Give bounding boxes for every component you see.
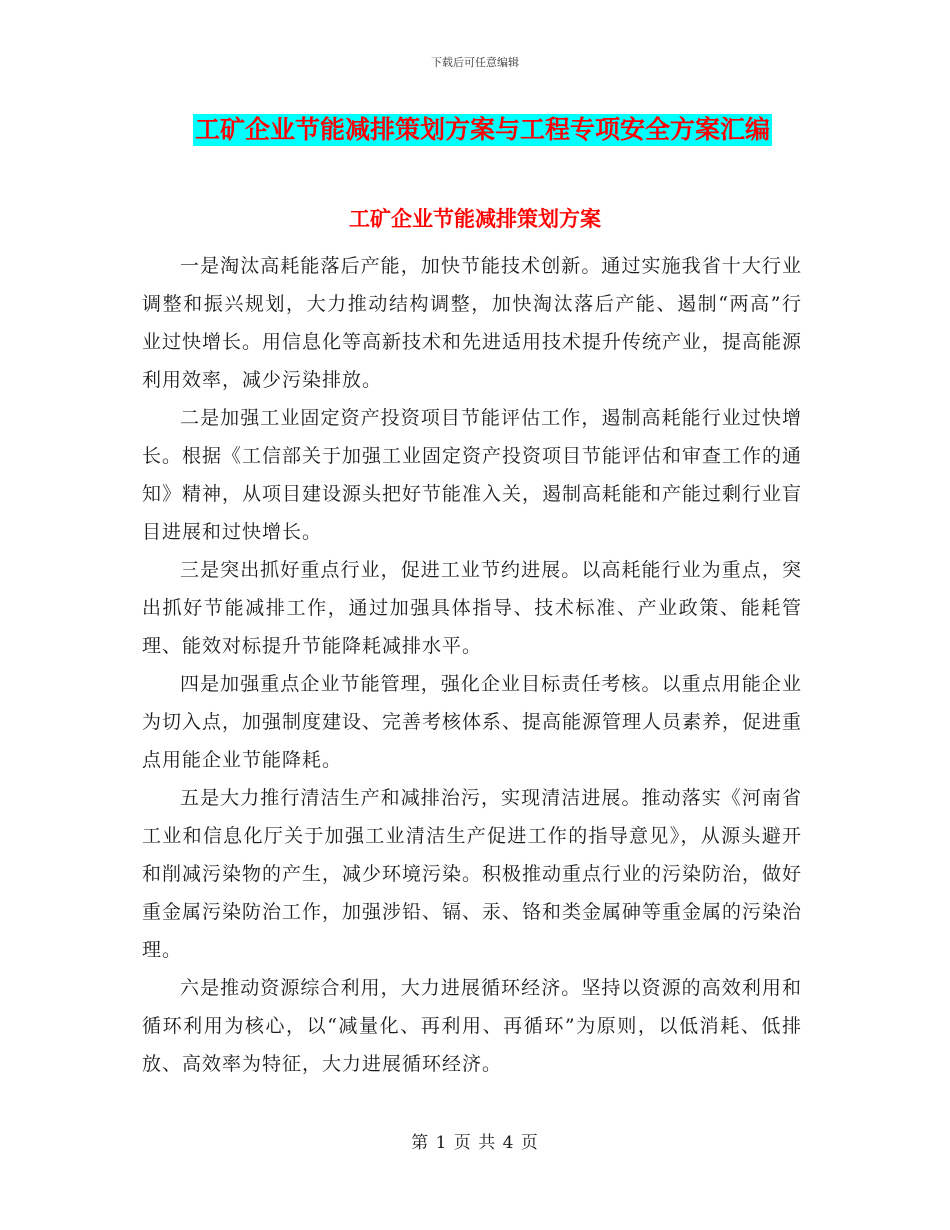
paragraph-5: 五是大力推行清洁生产和减排治污，实现清洁进展。推动落实《河南省工业和信息化厅关于加强工业清洁生产促进工作的指导意见》，从源头避开和削减污染物的产生，减少环境污染。积极推动重点行业的污染防治，做好重金属污染防治工作，加强涉铅、镉、汞、铬和类金属砷等重金属的污染治理。 — [142, 787, 803, 961]
paragraph-6: 六是推动资源综合利用，大力进展循环经济。坚持以资源的高效利用和循环利用为核心，以“减量化、再利用、再循环”为原则，以低消耗、低排放、高效率为特征，大力进展循环经济。 — [142, 977, 802, 1075]
paragraph-1: 一是淘汰高耗能落后产能，加快节能技术创新。通过实施我省十大行业调整和振兴规划，大力推动结构调整，加快淘汰落后产能、遏制“两高”行业过快增长。用信息化等高新技术和先进适用技术提升传统产业，提高能源利用效率，减少污染排放。 — [142, 255, 803, 391]
page-header-note: 下载后可任意编辑 — [431, 56, 519, 69]
paragraph-4: 四是加强重点企业节能管理，强化企业目标责任考核。以重点用能企业为切入点，加强制度建设、完善考核体系、提高能源管理人员素养，促进重点用能企业节能降耗。 — [142, 673, 803, 771]
paragraph-2: 二是加强工业固定资产投资项目节能评估工作，遏制高耗能行业过快增长。根据《工信部关于加强工业固定资产投资项目节能评估和审查工作的通知》精神，从项目建设源头把好节能准入关，遏制高耗能和产能过剩行业盲目进展和过快增长。 — [142, 407, 803, 543]
page-number-footer: 第 1 页 共 4 页 — [411, 1133, 539, 1153]
section-title: 工矿企业节能减排策划方案 — [349, 206, 601, 231]
document-main-title: 工矿企业节能减排策划方案与工程专项安全方案汇编 — [195, 115, 771, 144]
paragraph-3: 三是突出抓好重点行业，促进工业节约进展。以高耗能行业为重点，突出抓好节能减排工作，通过加强具体指导、技术标准、产业政策、能耗管理、能效对标提升节能降耗减排水平。 — [142, 559, 802, 657]
document-body — [142, 247, 802, 1083]
